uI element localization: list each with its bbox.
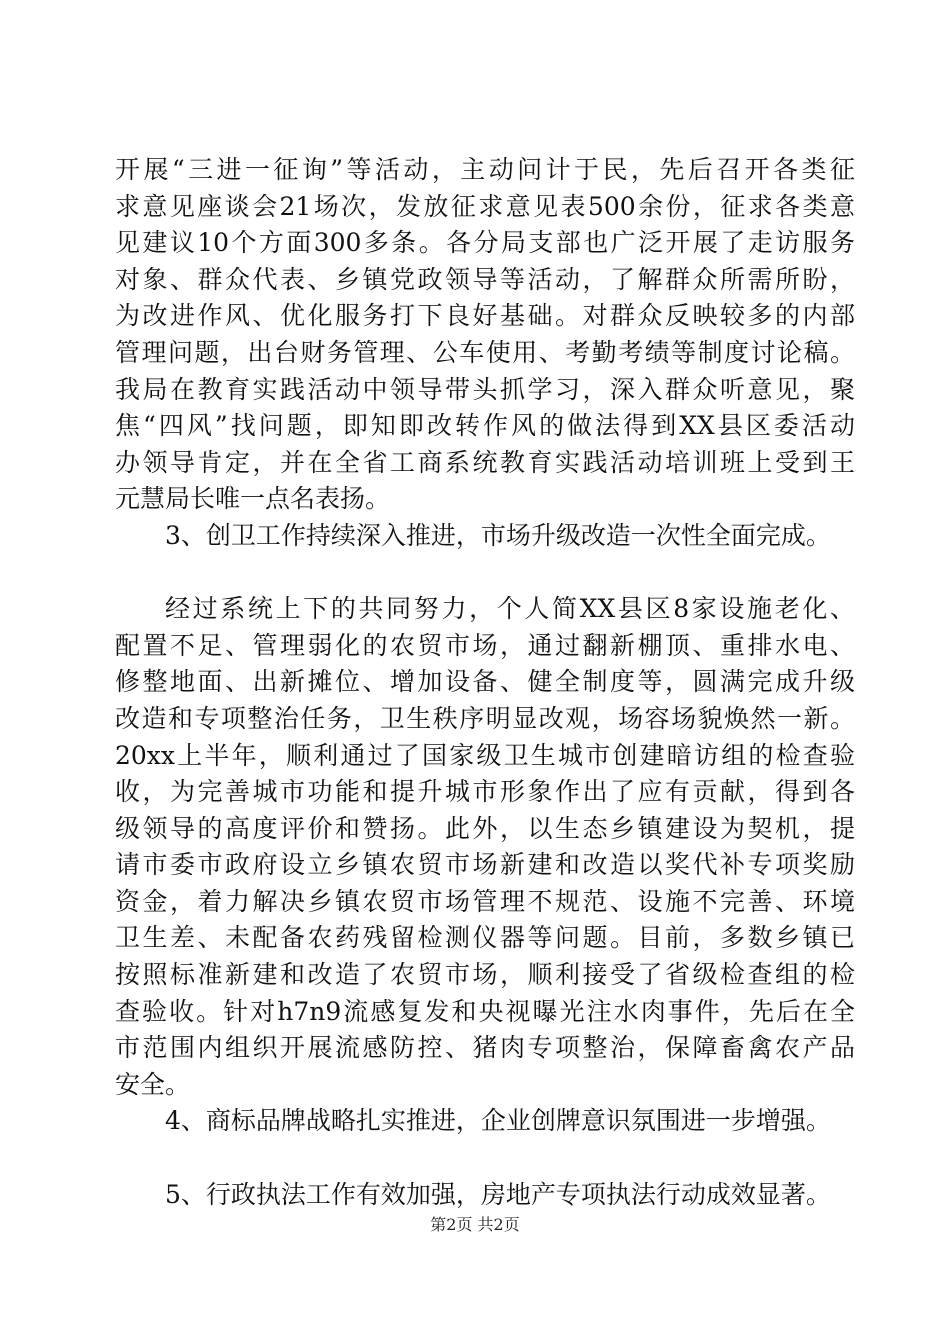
text-line: 级领导的高度评价和赞扬。此外，以生态乡镇建设为契机，提 <box>115 813 855 843</box>
text-line: 我局在教育实践活动中领导带头抓学习，深入群众听意见，聚 <box>115 374 855 404</box>
text-line: 焦“四风”找问题，即知即改转作风的做法得到XX县区委活动 <box>115 411 855 441</box>
text-line: 市范围内组织开展流感防控、猪肉专项整治，保障畜禽农产品 <box>115 1033 855 1063</box>
text-line: 经过系统上下的共同努力，个人简XX县区8家设施老化、 <box>165 594 855 624</box>
paragraph <box>115 591 855 1103</box>
text-line: 元慧局长唯一点名表扬。 <box>115 484 391 514</box>
text-line: 修整地面、出新摊位、增加设备、健全制度等，圆满完成升级 <box>115 667 855 697</box>
paragraph <box>115 1177 855 1214</box>
text-line: 4、商标品牌战略扎实推进，企业创牌意识氛围进一步增强。 <box>165 1106 831 1136</box>
text-line: 按照标准新建和改造了农贸市场，顺利接受了省级检查组的检 <box>115 960 855 990</box>
text-line: 改造和专项整治任务，卫生秩序明显改观，场容场貌焕然一新。 <box>115 703 855 733</box>
text-line: 见建议10个方面300多条。各分局支部也广泛开展了走访服务 <box>115 228 855 258</box>
text-line: 配置不足、管理弱化的农贸市场，通过翻新棚顶、重排水电、 <box>115 630 855 660</box>
paragraph <box>115 152 855 518</box>
text-line: 请市委市政府设立乡镇农贸市场新建和改造以奖代补专项奖励 <box>115 850 855 880</box>
text-line: 5、行政执法工作有效加强，房地产专项执法行动成效显著。 <box>165 1179 831 1209</box>
text-line: 20xx上半年，顺利通过了国家级卫生城市创建暗访组的检查验 <box>115 740 855 770</box>
paragraph-gap <box>115 1140 855 1177</box>
text-line: 对象、群众代表、乡镇党政领导等活动，了解群众所需所盼， <box>115 264 855 294</box>
text-line: 查验收。针对h7n9流感复发和央视曝光注水肉事件，先后在全 <box>115 996 855 1026</box>
page-footer: 第2页 共2页 <box>430 1215 520 1234</box>
text-line: 3、创卫工作持续深入推进，市场升级改造一次性全面完成。 <box>165 520 831 550</box>
paragraph <box>115 518 855 555</box>
text-line: 卫生差、未配备农药残留检测仪器等问题。目前，多数乡镇已 <box>115 923 855 953</box>
paragraph <box>115 1103 855 1140</box>
text-line: 为改进作风、优化服务打下良好基础。对群众反映较多的内部 <box>115 301 855 331</box>
text-line: 安全。 <box>115 1069 191 1099</box>
text-line: 收，为完善城市功能和提升城市形象作出了应有贡献，得到各 <box>115 777 855 807</box>
text-line: 管理问题，出台财务管理、公车使用、考勤考绩等制度讨论稿。 <box>115 337 855 367</box>
text-line: 资金，着力解决乡镇农贸市场管理不规范、设施不完善、环境 <box>115 886 855 916</box>
paragraph-gap <box>115 555 855 592</box>
text-line: 办领导肯定，并在全省工商系统教育实践活动培训班上受到王 <box>115 447 855 477</box>
text-line: 开展“三进一征询”等活动，主动问计于民，先后召开各类征 <box>115 155 855 184</box>
document-body <box>115 152 855 1213</box>
text-line: 求意见座谈会21场次，发放征求意见表500余份，征求各类意 <box>115 191 855 221</box>
